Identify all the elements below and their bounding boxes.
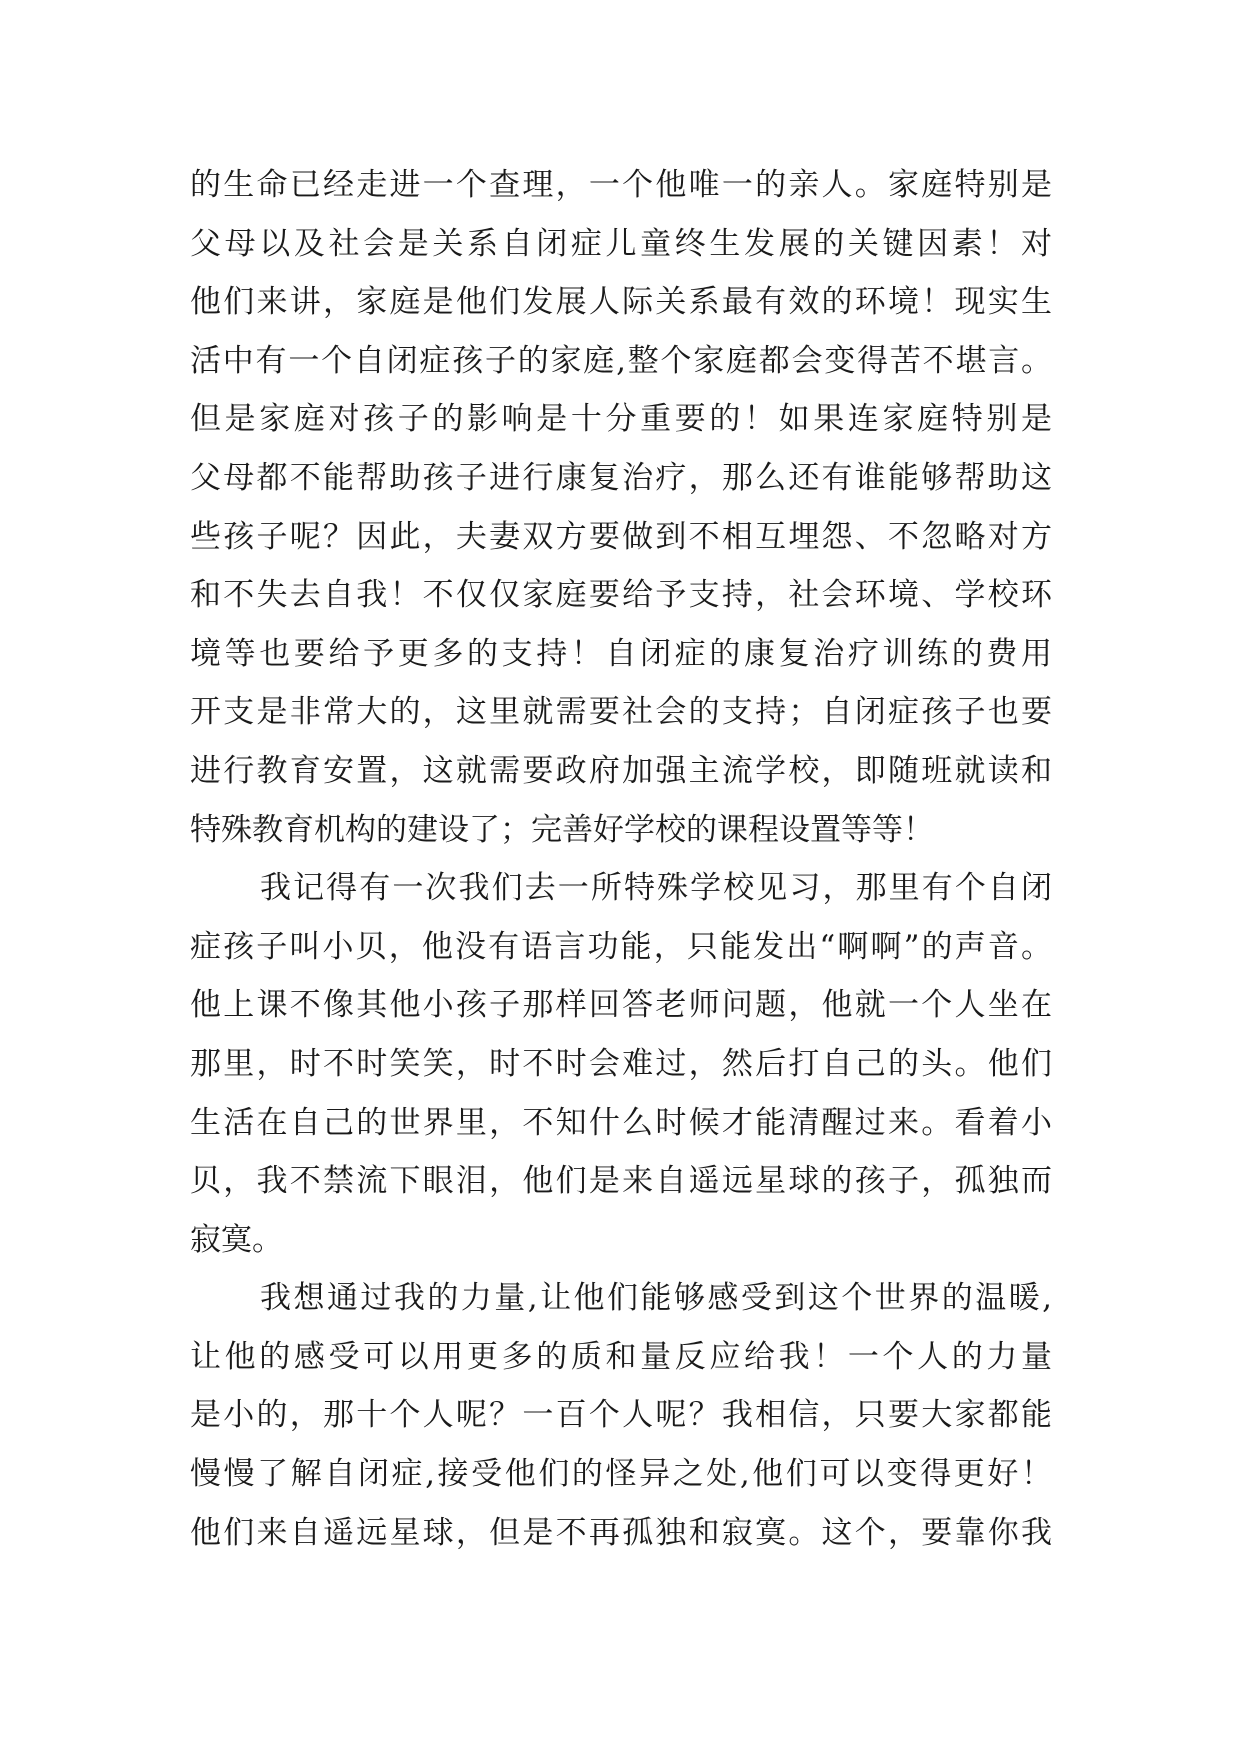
- paragraph-2: [190, 859, 1052, 1269]
- text-line: 他们来讲，家庭是他们发展人际关系最有效的环境！现实生: [190, 284, 1052, 321]
- text-line: 父母都不能帮助孩子进行康复治疗，那么还有谁能够帮助这: [190, 459, 1052, 496]
- text-line: 他们来自遥远星球，但是不再孤独和寂寞。这个，要靠你我: [190, 1514, 1052, 1551]
- text-line: 寂寞。: [190, 1221, 283, 1258]
- text-line: 贝，我不禁流下眼泪，他们是来自遥远星球的孩子，孤独而: [190, 1163, 1052, 1200]
- text-line: 让他的感受可以用更多的质和量反应给我！一个人的力量: [190, 1338, 1052, 1375]
- text-line: 生活在自己的世界里，不知什么时候才能清醒过来。看着小: [190, 1104, 1052, 1141]
- text-line: 活中有一个自闭症孩子的家庭,整个家庭都会变得苦不堪言。: [190, 342, 1052, 379]
- text-line: 特殊教育机构的建设了；完善好学校的课程设置等等！: [190, 811, 934, 848]
- text-line: 些孩子呢？因此，夫妻双方要做到不相互埋怨、不忽略对方: [190, 518, 1052, 555]
- text-line: 我想通过我的力量,让他们能够感受到这个世界的温暖,: [260, 1280, 1052, 1317]
- text-line: 但是家庭对孩子的影响是十分重要的！如果连家庭特别是: [190, 401, 1052, 438]
- text-line: 父母以及社会是关系自闭症儿童终生发展的关键因素！对: [190, 225, 1052, 262]
- text-line: 症孩子叫小贝，他没有语言功能，只能发出“啊啊”的声音。: [190, 928, 1052, 965]
- text-line: 进行教育安置，这就需要政府加强主流学校，即随班就读和: [190, 752, 1052, 789]
- text-line: 慢慢了解自闭症,接受他们的怪异之处,他们可以变得更好！: [190, 1456, 1052, 1493]
- text-line: 的生命已经走进一个查理，一个他唯一的亲人。家庭特别是: [190, 167, 1052, 203]
- text-line: 我记得有一次我们去一所特殊学校见习，那里有个自闭: [260, 870, 1052, 907]
- text-line: 那里，时不时笑笑，时不时会难过，然后打自己的头。他们: [190, 1045, 1052, 1082]
- paragraph-3: [190, 1269, 1052, 1562]
- paragraph-1: [190, 156, 1052, 859]
- text-line: 境等也要给予更多的支持！自闭症的康复治疗训练的费用: [190, 635, 1052, 672]
- text-line: 开支是非常大的，这里就需要社会的支持；自闭症孩子也要: [190, 694, 1052, 731]
- text-line: 和不失去自我！不仅仅家庭要给予支持，社会环境、学校环: [190, 577, 1052, 614]
- text-line: 他上课不像其他小孩子那样回答老师问题，他就一个人坐在: [190, 987, 1052, 1024]
- text-line: 是小的，那十个人呢？一百个人呢？我相信，只要大家都能: [190, 1397, 1052, 1434]
- body-text: [190, 156, 1052, 1562]
